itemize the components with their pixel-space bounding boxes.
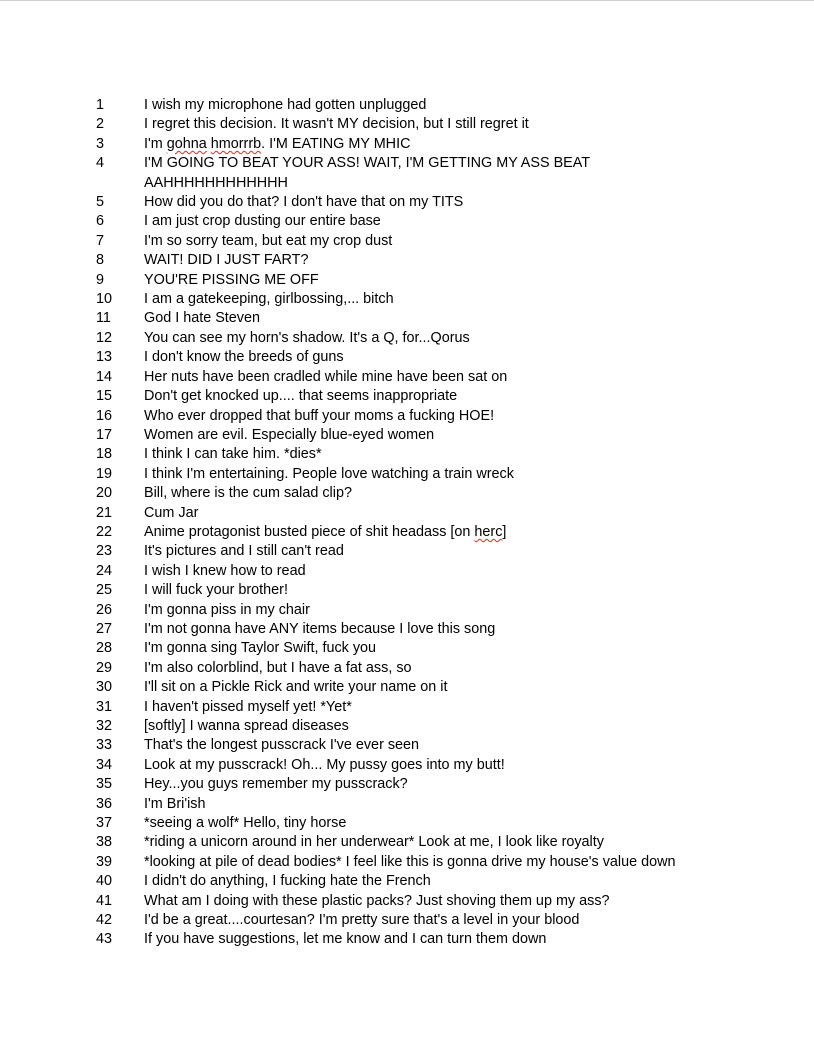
line-text-main xyxy=(144,698,796,717)
line-number: 34 xyxy=(96,756,113,773)
line-number: 39 xyxy=(96,853,113,870)
line-text xyxy=(144,698,796,717)
list-item xyxy=(96,814,796,833)
line-text xyxy=(144,581,796,600)
line-text xyxy=(144,775,796,794)
line-text-main xyxy=(144,756,796,775)
list-item xyxy=(96,756,796,775)
line-text xyxy=(144,795,796,814)
list-item xyxy=(96,659,796,678)
text-segment: Who ever dropped that buff your moms a fucking HOE! xyxy=(144,407,495,424)
text-segment: *riding a unicorn around in her underwear* Look at me, I look like royalty xyxy=(144,834,604,851)
line-text-main xyxy=(144,717,796,736)
line-number: 41 xyxy=(96,892,113,909)
line-text-main xyxy=(144,814,796,833)
text-segment: I think I'm entertaining. People love watching a train wreck xyxy=(144,465,514,482)
line-text-main xyxy=(144,387,796,406)
line-number: 19 xyxy=(96,465,113,482)
line-number: 20 xyxy=(96,485,113,502)
line-text-main xyxy=(144,348,796,367)
list-item xyxy=(96,271,796,290)
line-text xyxy=(144,251,796,270)
line-number: 9 xyxy=(96,271,105,288)
list-item xyxy=(96,329,796,348)
text-segment: Bill, where is the cum salad clip? xyxy=(144,485,352,502)
text-segment: WAIT! DID I JUST FART? xyxy=(144,252,309,269)
line-text-main xyxy=(144,620,796,639)
line-text-main xyxy=(144,465,796,484)
line-text xyxy=(144,639,796,658)
text-segment: If you have suggestions, let me know and I can turn them down xyxy=(144,931,547,948)
line-text xyxy=(144,601,796,620)
text-segment: I will fuck your brother! xyxy=(144,582,288,599)
line-number: 18 xyxy=(96,446,113,463)
line-text-main xyxy=(144,135,796,154)
line-text xyxy=(144,96,796,115)
list-item xyxy=(96,678,796,697)
line-text-main xyxy=(144,290,796,309)
text-segment: I'm gonna sing Taylor Swift, fuck you xyxy=(144,640,377,657)
spellcheck-flagged-word: herc xyxy=(474,523,503,540)
line-text xyxy=(144,290,796,309)
line-text xyxy=(144,368,796,387)
line-number: 26 xyxy=(96,601,113,618)
line-number: 2 xyxy=(96,116,105,133)
line-number: 1 xyxy=(96,97,105,113)
text-segment: Cum Jar xyxy=(144,504,199,521)
list-item xyxy=(96,736,796,755)
line-number: 40 xyxy=(96,873,113,890)
line-text-main xyxy=(144,911,796,930)
text-segment: Hey...you guys remember my pusscrack? xyxy=(144,776,408,793)
text-segment: I am a gatekeeping, girlbossing,... bitch xyxy=(144,291,394,308)
text-segment: Anime protagonist busted piece of shit headass [on xyxy=(144,523,475,540)
line-text-main xyxy=(144,736,796,755)
line-number: 27 xyxy=(96,620,113,637)
line-text-main xyxy=(144,154,796,173)
spellcheck-flagged-word: gohna xyxy=(166,135,207,152)
list-item xyxy=(96,639,796,658)
line-number: 6 xyxy=(96,213,105,230)
line-text-main xyxy=(144,639,796,658)
line-text-main xyxy=(144,96,796,115)
line-text-main xyxy=(144,445,796,464)
text-segment: I think I can take him. *dies* xyxy=(144,446,322,463)
line-number: 21 xyxy=(96,504,113,521)
line-text-main xyxy=(144,892,796,911)
line-number: 24 xyxy=(96,562,113,579)
text-segment: YOU'RE PISSING ME OFF xyxy=(144,271,319,288)
list-item xyxy=(96,232,796,251)
text-segment: Don't get knocked up.... that seems inappropriate xyxy=(144,388,458,405)
list-item xyxy=(96,251,796,270)
line-text xyxy=(144,387,796,406)
line-number: 15 xyxy=(96,388,113,405)
list-item xyxy=(96,542,796,561)
line-number: 32 xyxy=(96,718,113,734)
line-text xyxy=(144,426,796,445)
line-text-main xyxy=(144,853,796,872)
line-text xyxy=(144,135,796,154)
list-item xyxy=(96,465,796,484)
text-segment: [softly] I wanna spread diseases xyxy=(144,718,349,734)
list-item xyxy=(96,620,796,639)
list-item xyxy=(96,853,796,872)
line-text-main xyxy=(144,775,796,794)
list-item xyxy=(96,484,796,503)
line-number: 29 xyxy=(96,659,113,676)
text-segment: I wish my microphone had gotten unplugged xyxy=(144,97,427,113)
line-number: 43 xyxy=(96,931,113,948)
text-segment: Look at my pusscrack! Oh... My pussy goes into my butt! xyxy=(144,756,505,773)
line-number: 11 xyxy=(96,310,111,327)
line-text xyxy=(144,833,796,852)
text-segment: . I'M EATING MY MHIC xyxy=(261,135,411,152)
line-text xyxy=(144,407,796,426)
list-item xyxy=(96,426,796,445)
list-item xyxy=(96,795,796,814)
line-text xyxy=(144,212,796,231)
line-number: 30 xyxy=(96,679,113,696)
text-segment: You can see my horn's shadow. It's a Q, for...Qorus xyxy=(144,329,470,346)
list-item xyxy=(96,892,796,911)
line-number: 23 xyxy=(96,543,113,560)
line-text-main xyxy=(144,212,796,231)
text-segment: I don't know the breeds of guns xyxy=(144,349,344,366)
line-text-main xyxy=(144,542,796,561)
list-item xyxy=(96,911,796,930)
line-text-main xyxy=(144,601,796,620)
line-text xyxy=(144,329,796,348)
text-segment: I am just crop dusting our entire base xyxy=(144,213,381,230)
line-number: 4 xyxy=(96,155,105,172)
line-number: 5 xyxy=(96,194,105,211)
list-item xyxy=(96,212,796,231)
text-segment: I'M GOING TO BEAT YOUR ASS! WAIT, I'M GETTING MY ASS BEAT xyxy=(144,155,591,172)
line-text xyxy=(144,756,796,775)
list-item xyxy=(96,368,796,387)
line-text-main xyxy=(144,795,796,814)
text-segment: Women are evil. Especially blue-eyed women xyxy=(144,426,435,443)
line-number: 25 xyxy=(96,582,113,599)
line-text-main xyxy=(144,581,796,600)
line-number: 17 xyxy=(96,426,113,443)
line-text xyxy=(144,736,796,755)
line-text-main xyxy=(144,407,796,426)
line-text xyxy=(144,309,796,328)
line-text xyxy=(144,853,796,872)
spellcheck-flagged-word: hmorrrb xyxy=(210,135,262,152)
text-segment: I'm so sorry team, but eat my crop dust xyxy=(144,232,393,249)
list-item xyxy=(96,775,796,794)
list-item xyxy=(96,872,796,891)
line-text-main xyxy=(144,872,796,891)
list-item xyxy=(96,309,796,328)
line-text-main xyxy=(144,484,796,503)
line-text-continuation: AAHHHHHHHHHHHH xyxy=(144,174,288,191)
text-segment: How did you do that? I don't have that on my TITS xyxy=(144,194,464,211)
text-segment: I regret this decision. It wasn't MY decision, but I still regret it xyxy=(144,116,529,133)
line-text xyxy=(144,232,796,251)
line-text-main xyxy=(144,833,796,852)
line-text xyxy=(144,717,796,736)
list-item xyxy=(96,348,796,367)
line-text-main xyxy=(144,271,796,290)
text-segment: I didn't do anything, I fucking hate the French xyxy=(144,873,431,890)
list-item xyxy=(96,504,796,523)
line-text xyxy=(144,872,796,891)
line-number: 14 xyxy=(96,368,113,385)
line-text-main xyxy=(144,659,796,678)
list-item xyxy=(96,445,796,464)
list-item xyxy=(96,135,796,154)
line-text xyxy=(144,484,796,503)
text-segment: It's pictures and I still can't read xyxy=(144,543,344,560)
line-text-main xyxy=(144,523,796,542)
line-text-main xyxy=(144,678,796,697)
line-text xyxy=(144,154,796,193)
line-text xyxy=(144,542,796,561)
list-item xyxy=(96,698,796,717)
list-item xyxy=(96,717,796,736)
list-item xyxy=(96,193,796,212)
line-number: 42 xyxy=(96,912,113,929)
list-item xyxy=(96,290,796,309)
line-number: 33 xyxy=(96,737,113,754)
line-text xyxy=(144,930,796,949)
text-segment: God I hate Steven xyxy=(144,310,261,327)
line-text xyxy=(144,348,796,367)
list-item xyxy=(96,115,796,134)
line-text-main xyxy=(144,193,796,212)
line-text xyxy=(144,193,796,212)
line-number: 37 xyxy=(96,815,113,832)
line-number: 10 xyxy=(96,291,113,308)
line-text-main xyxy=(144,232,796,251)
line-text xyxy=(144,678,796,697)
page-top-border xyxy=(0,0,814,1)
line-number: 38 xyxy=(96,834,113,851)
line-text-main xyxy=(144,329,796,348)
line-text-main xyxy=(144,309,796,328)
list-item xyxy=(96,601,796,620)
text-segment: What am I doing with these plastic packs? Just shoving them up my ass? xyxy=(144,892,610,909)
line-text xyxy=(144,911,796,930)
line-text-main xyxy=(144,930,796,949)
line-number: 31 xyxy=(96,698,113,715)
line-text xyxy=(144,562,796,581)
line-number: 36 xyxy=(96,795,113,812)
text-segment: I'm not gonna have ANY items because I love this song xyxy=(144,620,496,637)
list-item xyxy=(96,96,796,115)
line-number: 7 xyxy=(96,232,105,249)
line-number: 8 xyxy=(96,252,105,269)
text-segment: *seeing a wolf* Hello, tiny horse xyxy=(144,815,347,832)
text-segment: *looking at pile of dead bodies* I feel like this is gonna drive my house's value down xyxy=(144,853,676,870)
line-text xyxy=(144,620,796,639)
list-item xyxy=(96,407,796,426)
line-text xyxy=(144,271,796,290)
text-segment: I haven't pissed myself yet! *Yet* xyxy=(144,698,352,715)
list-item xyxy=(96,562,796,581)
line-text xyxy=(144,523,796,542)
line-text xyxy=(144,659,796,678)
line-text xyxy=(144,445,796,464)
list-item xyxy=(96,387,796,406)
text-segment: I'm gonna piss in my chair xyxy=(144,601,310,618)
line-text-main xyxy=(144,562,796,581)
list-item xyxy=(96,930,796,949)
line-number: 3 xyxy=(96,135,105,152)
line-number: 28 xyxy=(96,640,113,657)
text-segment: That's the longest pusscrack I've ever seen xyxy=(144,737,420,754)
line-number: 12 xyxy=(96,329,113,346)
list-item xyxy=(96,833,796,852)
line-text-main xyxy=(144,251,796,270)
line-text-main xyxy=(144,115,796,134)
text-segment: I'm also colorblind, but I have a fat ass, so xyxy=(144,659,412,676)
line-text xyxy=(144,814,796,833)
text-segment: I'm xyxy=(144,135,167,152)
line-number: 13 xyxy=(96,349,113,366)
line-text xyxy=(144,465,796,484)
line-text xyxy=(144,115,796,134)
line-number: 22 xyxy=(96,523,113,540)
line-text-main xyxy=(144,504,796,523)
text-segment: Her nuts have been cradled while mine have been sat on xyxy=(144,368,508,385)
text-segment: I'll sit on a Pickle Rick and write your name on it xyxy=(144,679,448,696)
line-text-main xyxy=(144,368,796,387)
numbered-quote-list xyxy=(96,96,796,950)
line-text-main xyxy=(144,426,796,445)
list-item xyxy=(96,154,796,193)
text-segment: I'd be a great....courtesan? I'm pretty sure that's a level in your blood xyxy=(144,912,580,929)
line-number: 16 xyxy=(96,407,113,424)
line-text xyxy=(144,504,796,523)
list-item xyxy=(96,581,796,600)
line-text xyxy=(144,892,796,911)
line-number: 35 xyxy=(96,776,113,793)
list-item xyxy=(96,523,796,542)
text-segment: I wish I knew how to read xyxy=(144,562,306,579)
text-segment: I'm Bri'ish xyxy=(144,795,206,812)
text-segment: ] xyxy=(502,523,507,540)
